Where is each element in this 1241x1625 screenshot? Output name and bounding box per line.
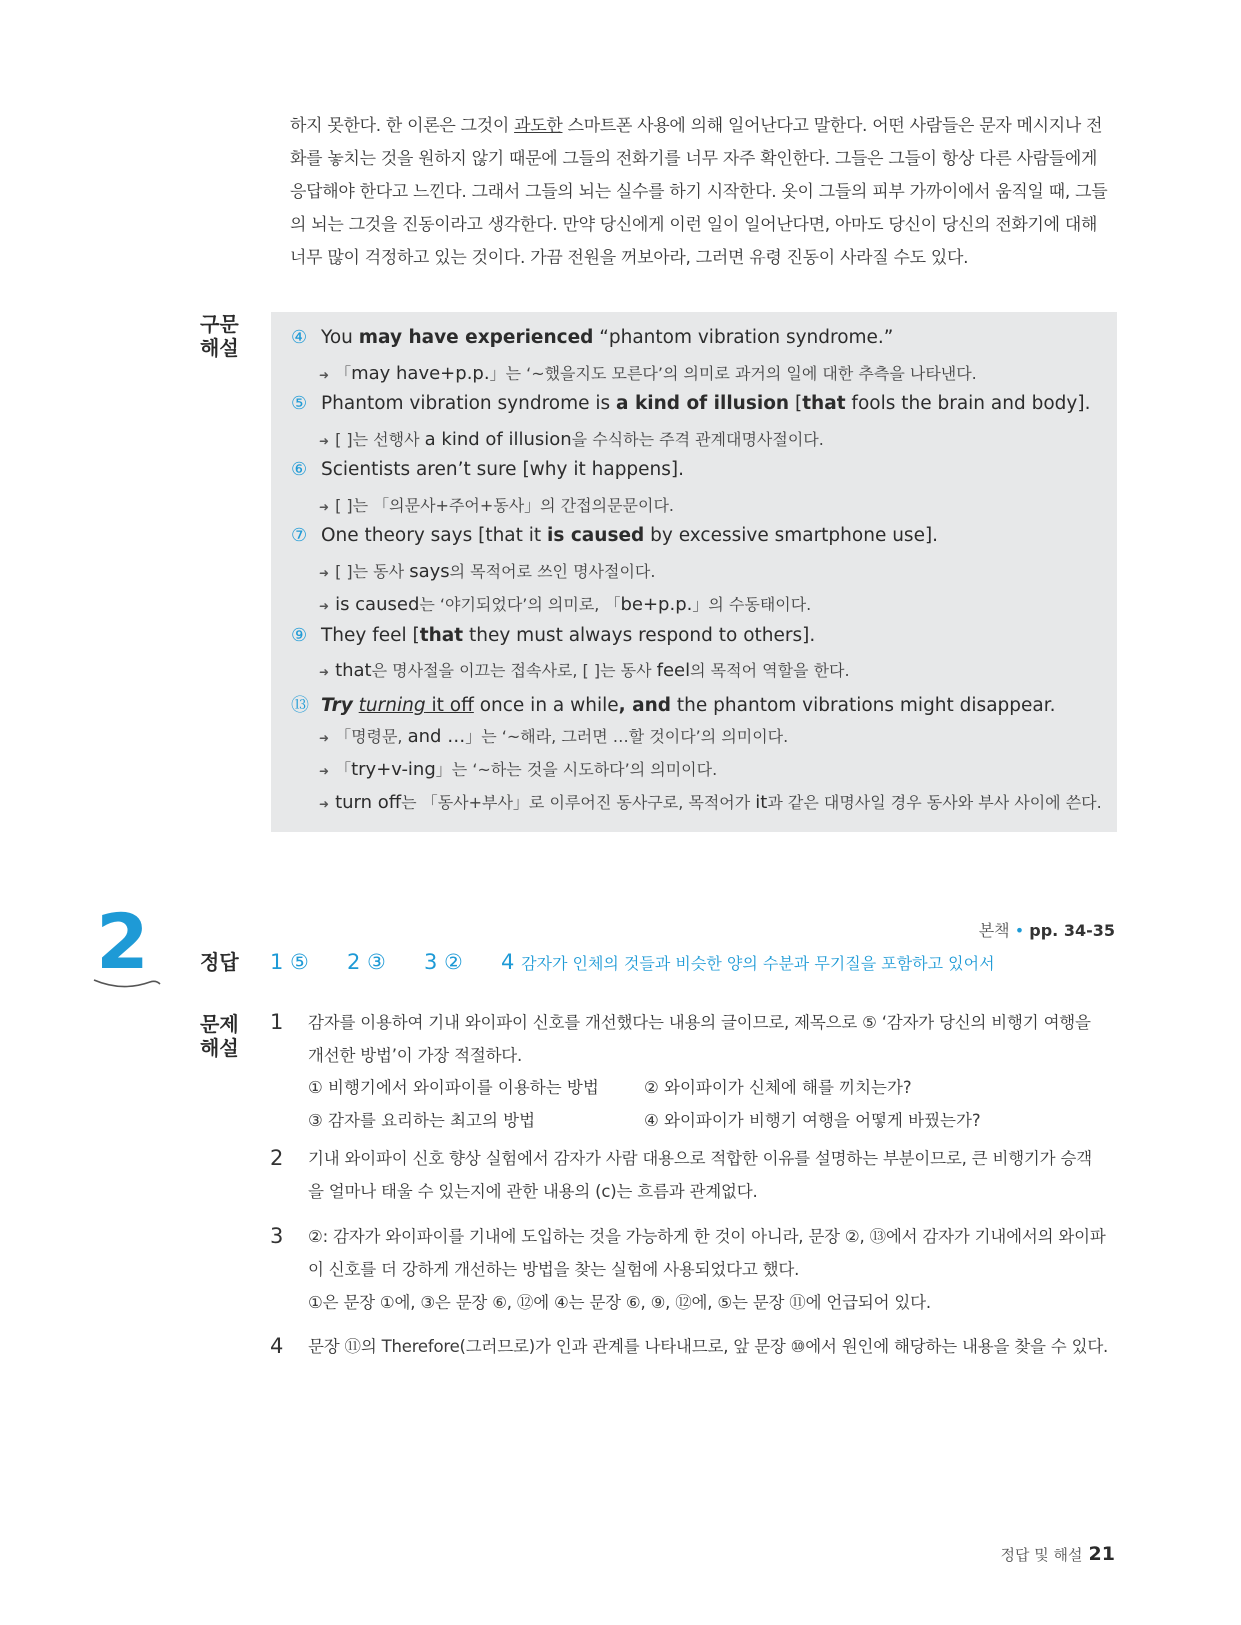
arrow-icon: ➜ (319, 368, 330, 382)
grammar-note: ➜ that은 명사절을 이끄는 접속사로, [ ]는 동사 feel의 목적어 역할을 한다. (319, 660, 850, 681)
answer-2: 2 ③ (347, 950, 386, 974)
underlined-word: 과도한 (514, 116, 563, 136)
choice-3: ③ 감자를 요리하는 최고의 방법 (308, 1111, 536, 1130)
answer-3: 3 ② (424, 950, 463, 974)
grammar-item-7: ⑦ One theory says [that it is caused by excessive smartphone use]. (291, 525, 939, 546)
question-4-explanation: 문장 ⑪의 Therefore(그러므로)가 인과 관계를 나타내므로, 앞 문장 ⑩에서 원인에 해당하는 내용을 찾을 수 있다. (308, 1337, 1109, 1356)
grammar-item-13: ⑬ Try turning it off once in a while, and the phantom vibrations might disappear. (291, 695, 1056, 716)
question-1-explanation: 감자를 이용하여 기내 와이파이 신호를 개선했다는 내용의 글이므로, 제목으로 ⑤ ‘감자가 당신의 비행기 여행을 개선한 방법’이 가장 적절하다. (308, 1013, 1091, 1065)
translation-line: 하지 못한다. 한 이론은 그것이 과도한 스마트폰 사용에 의해 일어난다고 말한다. 어떤 사람들은 문자 메시지나 전 (290, 116, 1103, 136)
question-3-explanation: ②: 감자가 와이파이를 기내에 도입하는 것을 가능하게 한 것이 아니라, 문장 ②, ⑬에서 감자가 기내에서의 와이파 이 신호를 더 강하게 개선하는 방법을 찾는 실험에 사용되었다고 했다. ①은 문장 ①에, ③은 문장 ⑥, ⑫에 ④는 문장 ⑥, ⑨, ⑫에, ⑤는 문장 ⑪에 언급되어 있다. (308, 1227, 1106, 1312)
answer-1: 1 ⑤ (270, 950, 309, 974)
section-number-graphic (92, 908, 172, 998)
choice-1: ① 비행기에서 와이파이를 이용하는 방법 (308, 1078, 599, 1097)
grammar-note: ➜ [ ]는 동사 says의 목적어로 쓰인 명사절이다. (319, 561, 656, 582)
book-page-reference: 본책 • pp. 34-35 (978, 921, 1115, 940)
arrow-icon: ➜ (319, 665, 330, 679)
answer-label: 정답 (200, 950, 239, 974)
translation-line: 너무 많이 걱정하고 있는 것이다. 가끔 전원을 꺼보아라, 그러면 유령 진동이 사라질 수도 있다. (290, 248, 969, 268)
arrow-icon: ➜ (319, 731, 330, 745)
grammar-item-9: ⑨ They feel [that they must always respond to others]. (291, 625, 816, 646)
choice-4: ④ 와이파이가 비행기 여행을 어떻게 바꿨는가? (644, 1111, 981, 1130)
explanation-label: 문제 해설 (200, 1012, 239, 1060)
arrow-icon: ➜ (319, 434, 330, 448)
translation-line: 의 뇌는 그것을 진동이라고 생각한다. 만약 당신에게 이런 일이 일어난다면, 아마도 당신이 당신의 전화기에 대해 (290, 215, 1098, 235)
arrow-icon: ➜ (319, 599, 330, 613)
answer-4: 4 감자가 인체의 것들과 비슷한 양의 수분과 무기질을 포함하고 있어서 (501, 950, 995, 974)
grammar-item-5: ⑤ Phantom vibration syndrome is a kind of illusion [that fools the brain and body]. (291, 393, 1091, 414)
arrow-icon: ➜ (319, 500, 330, 514)
grammar-note: ➜ 「명령문, and …」는 ‘~해라, 그러면 …할 것이다’의 의미이다. (319, 726, 789, 747)
question-2-explanation: 기내 와이파이 신호 향상 실험에서 감자가 사람 대용으로 적합한 이유를 설명하는 부분이므로, 큰 비행기가 승객 을 얼마나 태울 수 있는지에 관한 내용의 (c)는 흐름과 관계없다. (308, 1149, 1092, 1201)
grammar-note: ➜ is caused는 ‘야기되었다’의 의미로, 「be+p.p.」의 수동태이다. (319, 594, 812, 615)
question-number-2: 2 (270, 1146, 284, 1170)
question-number-4: 4 (270, 1334, 284, 1358)
arrow-icon: ➜ (319, 566, 330, 580)
grammar-explanation-box (271, 312, 1117, 832)
question-number-3: 3 (270, 1224, 284, 1248)
grammar-item-6: ⑥ Scientists aren’t sure [why it happens]. (291, 459, 685, 480)
translation-paragraph (290, 110, 1110, 275)
choice-2: ② 와이파이가 신체에 해를 끼치는가? (644, 1078, 912, 1097)
section-number-text: 2 (96, 908, 149, 986)
grammar-note: ➜ 「may have+p.p.」는 ‘~했을지도 모른다’의 의미로 과거의 일에 대한 추측을 나타낸다. (319, 363, 977, 384)
arrow-icon: ➜ (319, 797, 330, 811)
translation-line: 화를 놓치는 것을 원하지 않기 때문에 그들의 전화기를 너무 자주 확인한다. 그들은 그들이 항상 다른 사람들에게 (290, 149, 1098, 169)
grammar-item-4: ④ You may have experienced “phantom vibration syndrome.” (291, 327, 894, 348)
page-number: 21 (1088, 1543, 1115, 1565)
grammar-label: 구문 해설 (200, 312, 239, 360)
arrow-icon: ➜ (319, 764, 330, 778)
grammar-note: ➜ turn off는 「동사+부사」로 이루어진 동사구로, 목적어가 it과 같은 대명사일 경우 동사와 부사 사이에 쓴다. (319, 792, 1102, 813)
question-number-1: 1 (270, 1010, 284, 1034)
grammar-note: ➜ 「try+v-ing」는 ‘~하는 것을 시도하다’의 의미이다. (319, 759, 718, 780)
translation-line: 응답해야 한다고 느낀다. 그래서 그들의 뇌는 실수를 하기 시작한다. 옷이 그들의 피부 가까이에서 움직일 때, 그들 (290, 182, 1108, 202)
section-number (92, 908, 158, 992)
page-footer: 정답 및 해설 21 (1000, 1543, 1115, 1565)
grammar-note: ➜ [ ]는 선행사 a kind of illusion을 수식하는 주격 관계대명사절이다. (319, 429, 824, 450)
grammar-note: ➜ [ ]는 「의문사+주어+동사」의 간접의문문이다. (319, 496, 674, 515)
